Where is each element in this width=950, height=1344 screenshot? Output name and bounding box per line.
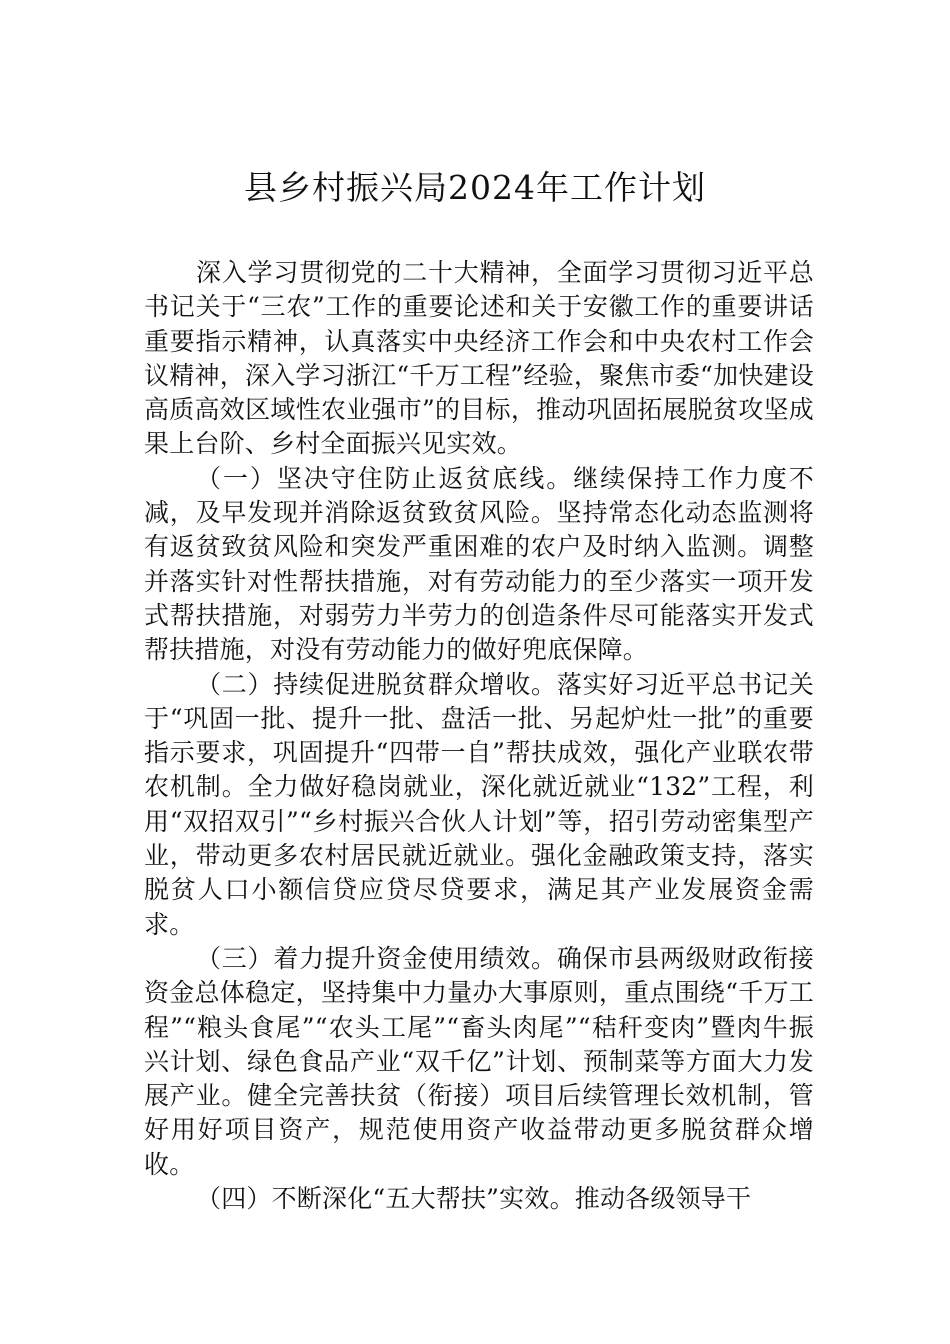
paragraph-section-3: （三）着力提升资金使用绩效。确保市县两级财政衔接资金总体稳定，坚持集中力量办大事原则，重点围绕“千万工程”“粮头食尾”“农头工尾”“畜头肉尾”“秸秆变肉”暨肉牛振兴计划、绿色食品产业“双千亿”计划、预制菜等方面大力发展产业。健全完善扶贫（衔接）项目后续管理长效机制，管好用好项目资产，规范使用资产收益带动更多脱贫群众增收。: [144, 943, 814, 1179]
paragraph-intro: 深入学习贯彻党的二十大精神，全面学习贯彻习近平总书记关于“三农”工作的重要论述和关于安徽工作的重要讲话重要指示精神，认真落实中央经济工作会和中央农村工作会议精神，深入学习浙江“千万工程”经验，聚焦市委“加快建设高质高效区域性农业强市”的目标，推动巩固拓展脱贫攻坚成果上台阶、乡村全面振兴见实效。: [144, 258, 814, 459]
paragraph-section-4: （四）不断深化“五大帮扶”实效。推动各级领导干: [196, 1184, 752, 1214]
document-title: 县乡村振兴局2024年工作计划: [244, 168, 706, 207]
document-body: [144, 256, 814, 1216]
paragraph-section-1: （一）坚决守住防止返贫底线。继续保持工作力度不减，及早发现并消除返贫致贫风险。坚持常态化动态监测将有返贫致贫风险和突发严重困难的农户及时纳入监测。调整并落实针对性帮扶措施，对有劳动能力的至少落实一项开发式帮扶措施，对弱劳力半劳力的创造条件尽可能落实开发式帮扶措施，对没有劳动能力的做好兜底保障。: [144, 463, 814, 665]
paragraph-section-2: （二）持续促进脱贫群众增收。落实好习近平总书记关于“巩固一批、提升一批、盘活一批、另起炉灶一批”的重要指示要求，巩固提升“四带一自”帮扶成效，强化产业联农带农机制。全力做好稳岗就业，深化就近就业“132”工程，利用“双招双引”“乡村振兴合伙人计划”等，招引劳动密集型产业，带动更多农村居民就近就业。强化金融政策支持，落实脱贫人口小额信贷应贷尽贷要求，满足其产业发展资金需求。: [144, 669, 814, 939]
